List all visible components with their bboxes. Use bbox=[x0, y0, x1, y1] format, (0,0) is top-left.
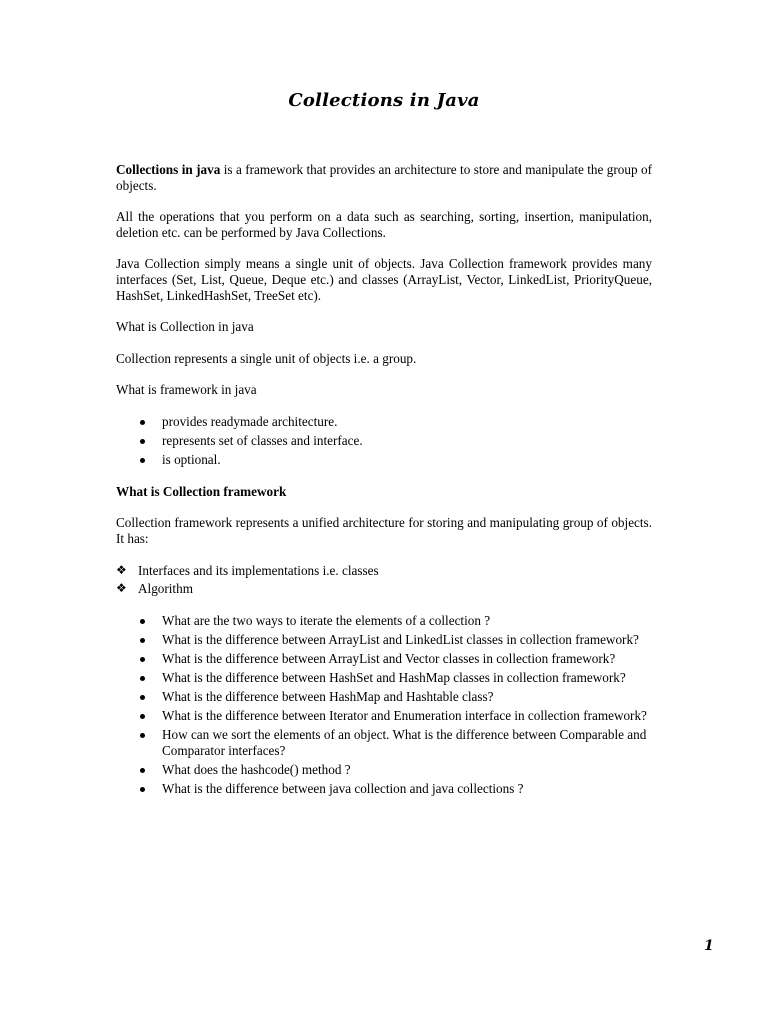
bullet-icon bbox=[140, 768, 145, 773]
intro-bold-lead: Collections in java bbox=[116, 162, 221, 177]
collection-definition-paragraph: Collection represents a single unit of objects i.e. a group. bbox=[116, 350, 417, 366]
list-item-text: is optional. bbox=[162, 452, 221, 468]
list-item bbox=[116, 727, 652, 758]
list-item bbox=[116, 708, 652, 724]
java-collection-paragraph: Java Collection simply means a single unit of objects. Java Collection framework provides many interfaces (Set, List, Queue, Deque etc.) and classes (ArrayList, Vector, LinkedList, PriorityQueue, HashSet, LinkedHashSet, TreeSet etc). bbox=[116, 256, 652, 303]
list-item bbox=[116, 651, 652, 667]
list-item-text: What does the hashcode() method ? bbox=[162, 761, 351, 777]
list-item bbox=[116, 613, 652, 629]
list-item-text: What is the difference between HashMap and Hashtable class? bbox=[162, 689, 494, 705]
heading-collection-in-java: What is Collection in java bbox=[116, 319, 254, 335]
list-item bbox=[116, 762, 652, 778]
heading-framework-in-java: What is framework in java bbox=[116, 382, 257, 398]
list-item-text: What is the difference between ArrayList and LinkedList classes in collection framework? bbox=[162, 631, 639, 647]
diamond-bullet-icon: ❖ bbox=[116, 581, 127, 596]
bullet-icon bbox=[140, 638, 145, 643]
list-item bbox=[116, 433, 652, 449]
list-item-text: What is the difference between ArrayList and Vector classes in collection framework? bbox=[162, 650, 616, 666]
list-item-text: provides readymade architecture. bbox=[162, 413, 338, 429]
diamond-bullet-icon: ❖ bbox=[116, 562, 127, 577]
list-item-text: What is the difference between HashSet and HashMap classes in collection framework? bbox=[162, 669, 626, 685]
list-item-text: Algorithm bbox=[138, 581, 193, 597]
bullet-icon bbox=[140, 657, 145, 662]
list-item bbox=[116, 581, 652, 597]
list-item bbox=[116, 632, 652, 648]
list-item-text: What are the two ways to iterate the elements of a collection ? bbox=[162, 612, 491, 628]
bullet-icon bbox=[140, 420, 145, 425]
heading-collection-framework: What is Collection framework bbox=[116, 483, 287, 499]
document-title: Collections in Java bbox=[288, 90, 480, 111]
list-item-text: How can we sort the elements of an object. What is the difference between Comparable and Comparator interfaces? bbox=[162, 727, 647, 758]
bullet-icon bbox=[140, 439, 145, 444]
list-item-text: Interfaces and its implementations i.e. classes bbox=[138, 562, 379, 578]
list-item-text: represents set of classes and interface. bbox=[162, 433, 363, 449]
framework-bullet-list bbox=[116, 414, 652, 468]
operations-paragraph: All the operations that you perform on a data such as searching, sorting, insertion, manipulation, deletion etc. can be performed by Java Collections. bbox=[116, 209, 652, 240]
bullet-icon bbox=[140, 714, 145, 719]
list-item bbox=[116, 452, 652, 468]
list-item bbox=[116, 689, 652, 705]
intro-rest: is a framework that provides an architecture to store and manipulate the group of objects. bbox=[116, 162, 652, 193]
intro-paragraph bbox=[116, 162, 652, 193]
list-item bbox=[116, 670, 652, 686]
list-item-text: What is the difference between Iterator and Enumeration interface in collection framework? bbox=[162, 708, 647, 724]
list-item bbox=[116, 414, 652, 430]
bullet-icon bbox=[140, 787, 145, 792]
list-item bbox=[116, 563, 652, 579]
has-items-list bbox=[116, 563, 652, 597]
bullet-icon bbox=[140, 695, 145, 700]
page-number: 1 bbox=[704, 938, 714, 954]
collection-framework-paragraph: Collection framework represents a unified architecture for storing and manipulating group of objects. It has: bbox=[116, 515, 652, 546]
questions-list bbox=[116, 613, 652, 797]
bullet-icon bbox=[140, 458, 145, 463]
bullet-icon bbox=[140, 733, 145, 738]
document-body bbox=[116, 162, 652, 813]
bullet-icon bbox=[140, 676, 145, 681]
list-item bbox=[116, 781, 652, 797]
list-item-text: What is the difference between java collection and java collections ? bbox=[162, 781, 524, 797]
bullet-icon bbox=[140, 619, 145, 624]
